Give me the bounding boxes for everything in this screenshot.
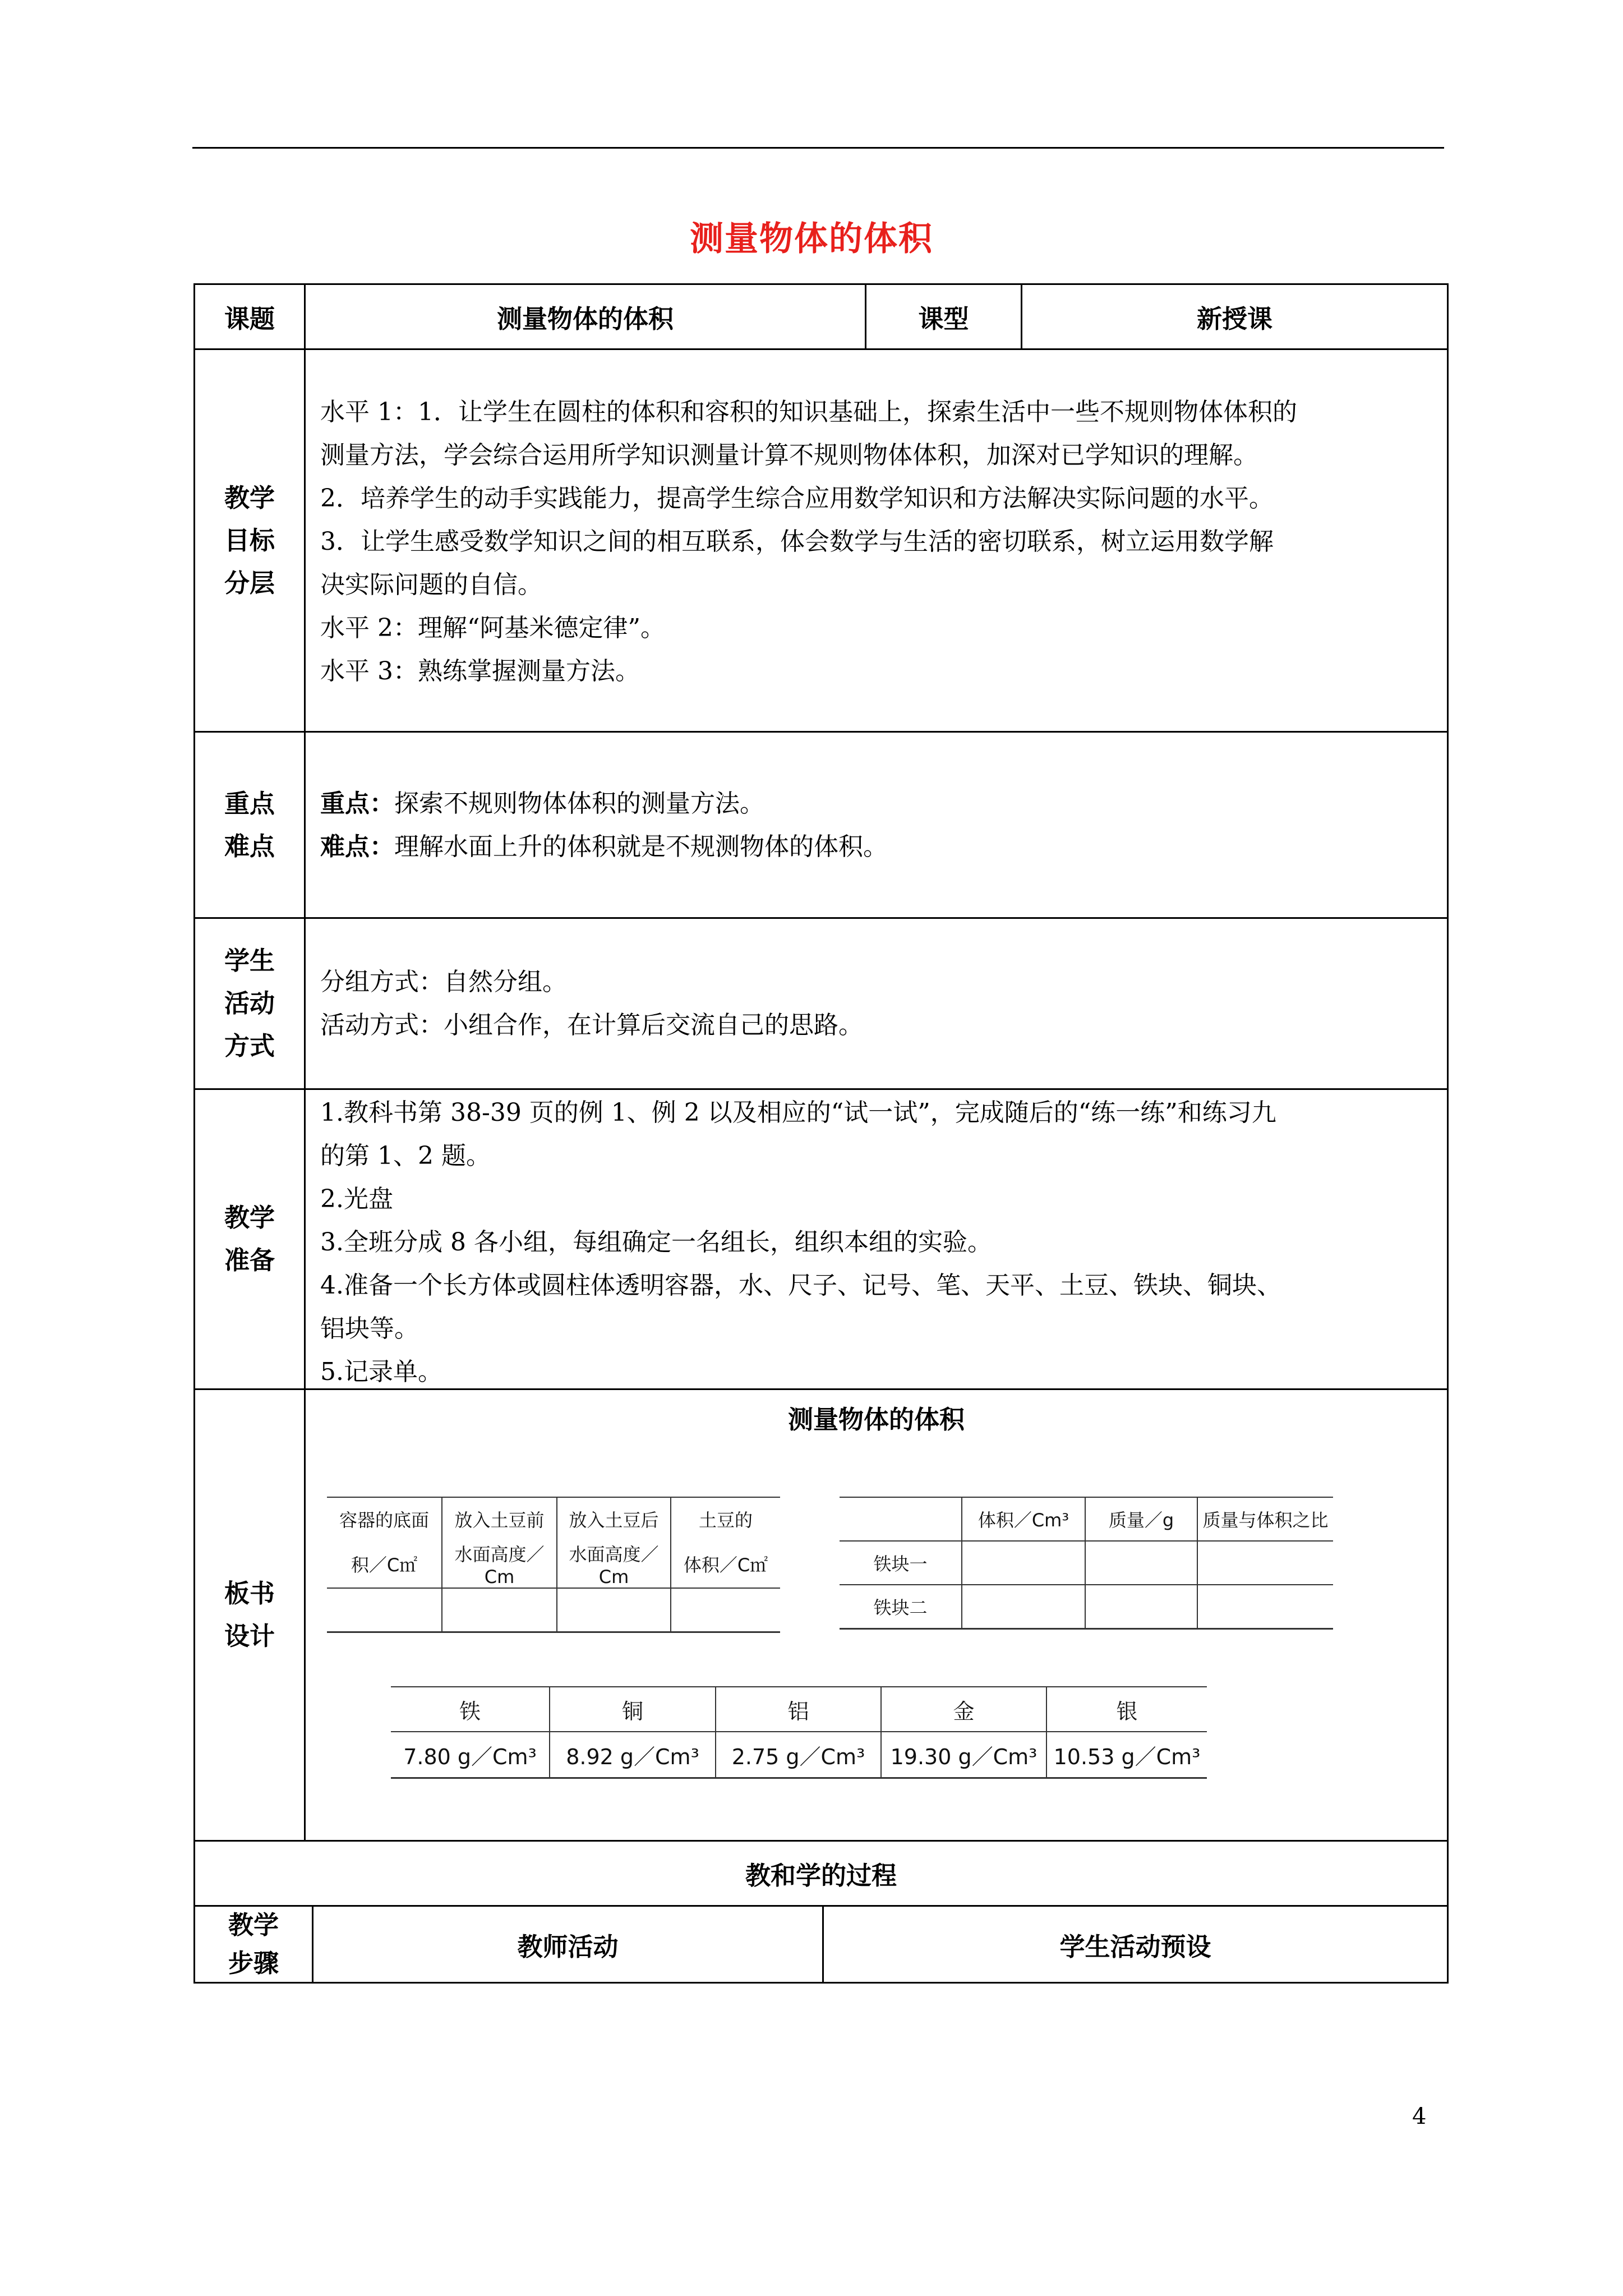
table2-row-label: 铁块二: [840, 1585, 962, 1629]
table1-header-line: 放入土豆后: [569, 1510, 659, 1531]
metal-density: 10.53 g／Cm³: [1046, 1732, 1207, 1778]
objectives-content: [304, 350, 1447, 731]
header-rule: [192, 147, 1444, 149]
table2-row-label: 铁块一: [840, 1541, 962, 1585]
difficult-point-text: 理解水面上升的体积就是不规测物体的体积。: [394, 832, 888, 861]
metal-density: 19.30 g／Cm³: [881, 1732, 1046, 1778]
type-value: 新授课: [1021, 285, 1447, 348]
table1-header: [327, 1497, 442, 1540]
objective-line: 决实际问题的自信。: [320, 570, 542, 599]
key-points-row: [195, 731, 1447, 917]
preparation-line: 3.全班分成 8 各小组，每组确定一名组长，组织本组的实验。: [320, 1228, 992, 1257]
type-label: 课型: [865, 285, 1021, 348]
table1-header-line: 土豆的: [698, 1510, 753, 1531]
table2-header: 质量／g: [1085, 1497, 1197, 1541]
activity-label-line: 活动: [224, 988, 275, 1018]
objectives-row: [195, 348, 1447, 731]
table1-header: [327, 1540, 442, 1588]
table2-cell: [1197, 1541, 1333, 1585]
key-points-label-line: 难点: [224, 831, 275, 861]
activity-row: [195, 917, 1447, 1088]
board-label-line: 设计: [224, 1621, 275, 1651]
preparation-content: [304, 1090, 1447, 1388]
key-point-text: 探索不规则物体体积的测量方法。: [394, 789, 764, 818]
activity-label: [195, 919, 304, 1088]
preparation-line: 4.准备一个长方体或圆柱体透明容器，水、尺子、记号、笔、天平、土豆、铁块、铜块、: [320, 1271, 1281, 1300]
table2-cell: [962, 1585, 1085, 1629]
preparation-label-line: 准备: [224, 1245, 275, 1275]
table1-header: [671, 1540, 780, 1588]
metal-density: 8.92 g／Cm³: [550, 1732, 716, 1778]
table1-header-line: 水面高度／Cm: [454, 1544, 545, 1588]
objective-line: 测量方法，学会综合运用所学知识测量计算不规则物体体积，加深对已学知识的理解。: [320, 441, 1258, 470]
activity-label-line: 方式: [224, 1031, 275, 1061]
table1-header: [557, 1540, 671, 1588]
table1-header: [557, 1497, 671, 1540]
board-title: 测量物体的体积: [787, 1405, 965, 1434]
objectives-label: [195, 350, 304, 731]
step-label: [195, 1907, 312, 1982]
table1-header-line: 体积／C㎡: [683, 1554, 768, 1576]
preparation-line: 铝块等。: [320, 1314, 419, 1343]
lesson-plan-table: [193, 283, 1449, 1984]
preparation-line: 的第 1、2 题。: [320, 1142, 491, 1170]
metal-density: 7.80 g／Cm³: [391, 1732, 550, 1778]
board-label: [195, 1390, 304, 1840]
board-design-row: [195, 1388, 1447, 1840]
objective-line: 水平 1：1．让学生在圆柱的体积和容积的知识基础上，探索生活中一些不规则物体体积的: [320, 398, 1297, 426]
table1-cell: [557, 1588, 671, 1632]
objective-line: 水平 2：理解“阿基米德定律”。: [320, 614, 665, 642]
table1-header-line: 容器的底面: [339, 1510, 429, 1531]
topic-value: 测量物体的体积: [304, 285, 865, 348]
table1-cell: [442, 1588, 557, 1632]
page-number: 4: [1412, 2104, 1427, 2129]
teacher-activity-header: 教师活动: [312, 1907, 822, 1982]
metal-density-table: [391, 1686, 1207, 1779]
table2-cell: [962, 1541, 1085, 1585]
activity-label-line: 学生: [224, 946, 275, 976]
step-label-line: 教学: [228, 1910, 279, 1940]
header-row: [195, 285, 1447, 348]
board-label-line: 板书: [224, 1579, 275, 1608]
key-points-label-line: 重点: [224, 788, 275, 818]
table1-header: [671, 1497, 780, 1540]
objective-line: 2．培养学生的动手实践能力，提高学生综合应用数学知识和方法解决实际问题的水平。: [320, 484, 1274, 513]
document-title: 测量物体的体积: [690, 219, 933, 259]
activity-line: 分组方式：自然分组。: [320, 968, 567, 996]
table2-cell: [1197, 1585, 1333, 1629]
objectives-label-line: 教学: [224, 482, 275, 513]
key-points-content: [304, 733, 1447, 917]
table2-header: 体积／Cm³: [962, 1497, 1085, 1541]
table1-header: [442, 1540, 557, 1588]
preparation-line: 2.光盘: [320, 1185, 393, 1213]
objective-line: 3．让学生感受数学知识之间的相互联系，体会数学与生活的密切联系，树立运用数学解: [320, 527, 1274, 556]
metal-name: 铜: [550, 1687, 716, 1732]
activity-line: 活动方式：小组合作，在计算后交流自己的思路。: [320, 1011, 863, 1039]
preparation-line: 5.记录单。: [320, 1358, 442, 1386]
potato-measure-table: [327, 1497, 780, 1633]
preparation-row: [195, 1088, 1447, 1388]
step-label-line: 步骤: [228, 1948, 279, 1978]
student-activity-header: 学生活动预设: [822, 1907, 1447, 1982]
board-content: [304, 1390, 1447, 1840]
iron-block-table: [840, 1497, 1333, 1630]
table1-cell: [327, 1588, 442, 1632]
metal-name: 铁: [391, 1687, 550, 1732]
table1-header-line: 积／C㎡: [351, 1554, 418, 1576]
table1-header-line: 水面高度／Cm: [569, 1544, 659, 1588]
table1-header: [442, 1497, 557, 1540]
metal-name: 金: [881, 1687, 1046, 1732]
table2-header: 质量与体积之比: [1197, 1497, 1333, 1541]
process-title-row: [195, 1840, 1447, 1905]
metal-name: 银: [1046, 1687, 1207, 1732]
key-points-label: [195, 733, 304, 917]
table1-cell: [671, 1588, 780, 1632]
objectives-label-line: 目标: [224, 525, 275, 555]
difficult-point-label: 难点：: [320, 832, 394, 861]
activity-content: [304, 919, 1447, 1088]
objective-line: 水平 3：熟练掌握测量方法。: [320, 657, 640, 685]
process-title: 教和学的过程: [745, 1861, 897, 1890]
table2-cell: [1085, 1585, 1197, 1629]
preparation-label: [195, 1090, 304, 1388]
table2-header: [840, 1497, 962, 1541]
topic-label: 课题: [224, 304, 275, 334]
key-point-label: 重点：: [320, 789, 394, 818]
table1-header-line: 放入土豆前: [454, 1510, 545, 1531]
objectives-label-line: 分层: [224, 568, 275, 598]
table2-cell: [1085, 1541, 1197, 1585]
metal-name: 铝: [716, 1687, 881, 1732]
metal-density: 2.75 g／Cm³: [716, 1732, 881, 1778]
preparation-label-line: 教学: [224, 1203, 275, 1232]
process-header-row: [195, 1905, 1447, 1982]
preparation-line: 1.教科书第 38-39 页的例 1、例 2 以及相应的“试一试”，完成随后的“练一练”和练习九: [320, 1098, 1276, 1127]
